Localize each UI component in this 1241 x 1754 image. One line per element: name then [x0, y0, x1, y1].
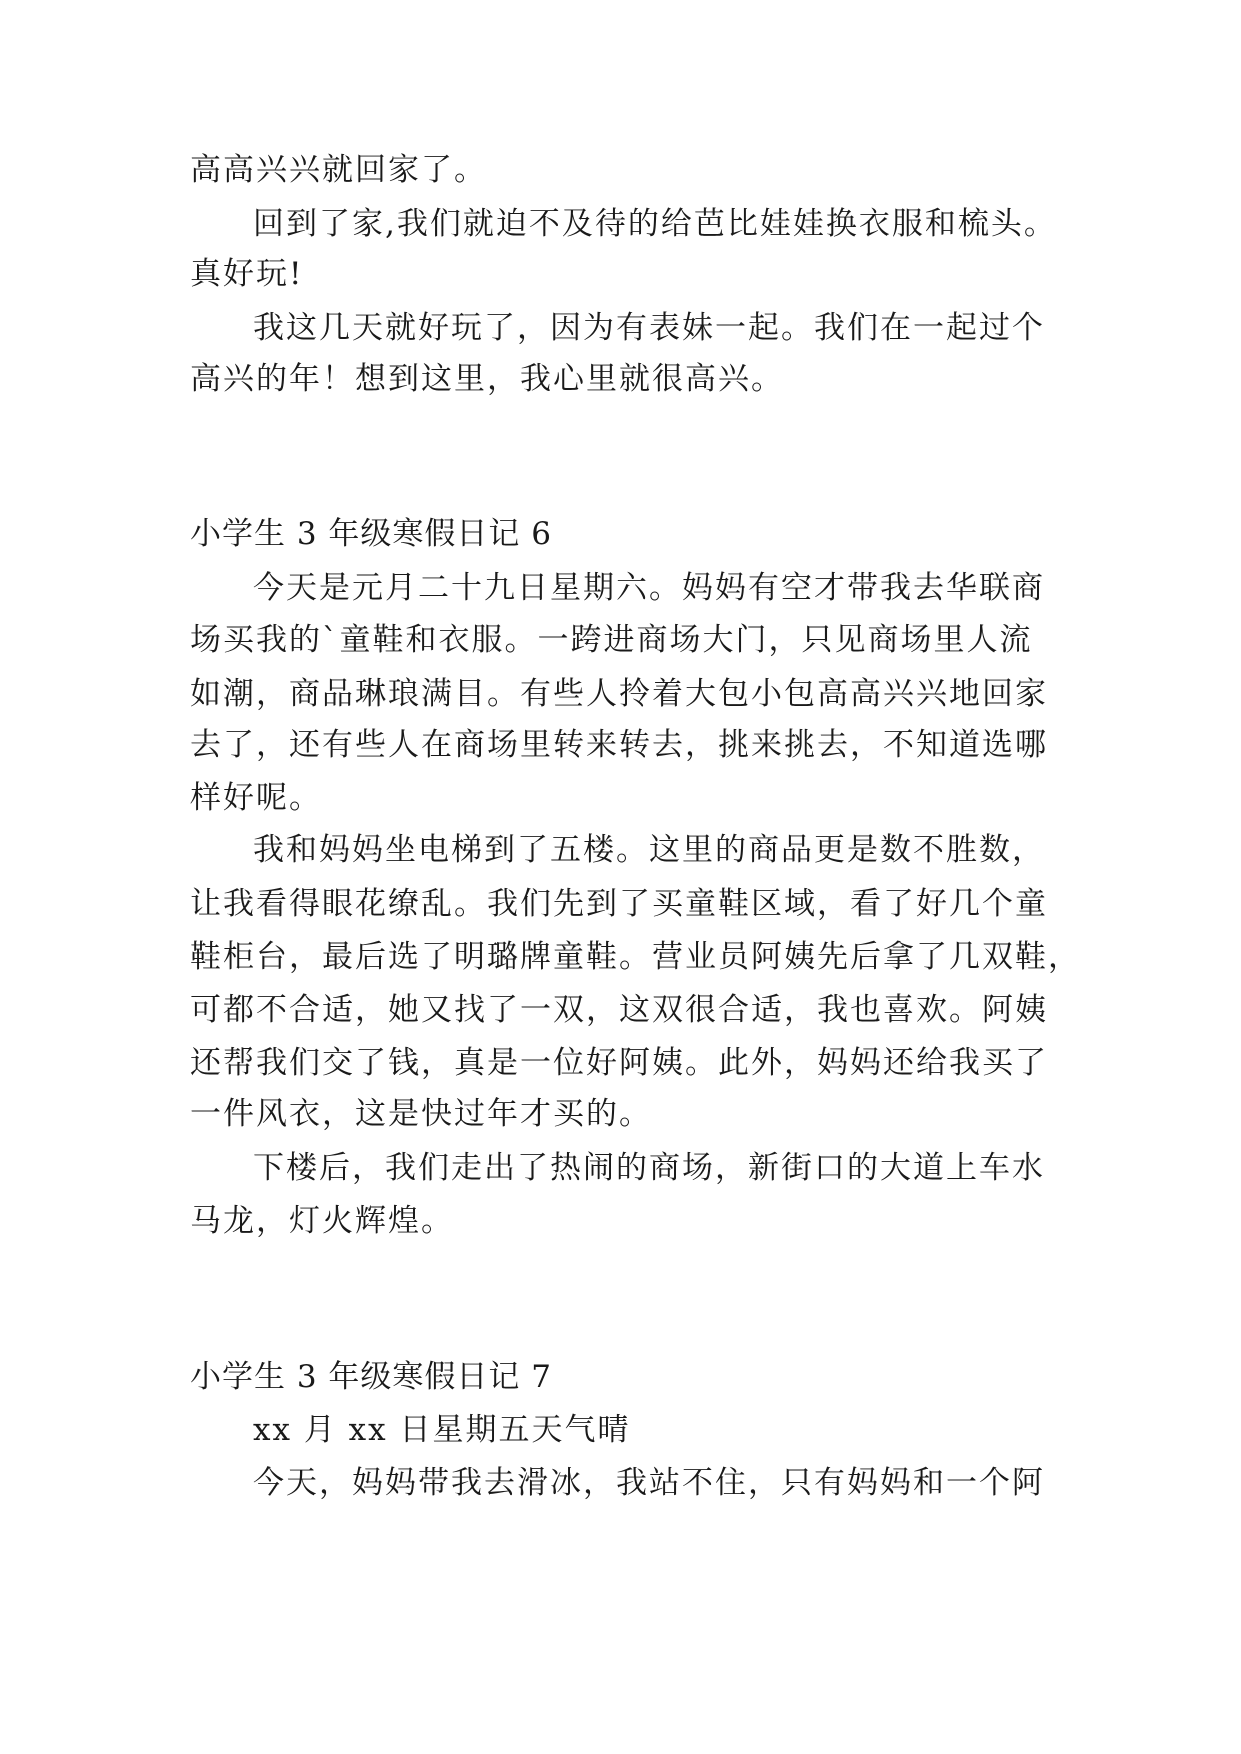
section-heading: 小学生 3 年级寒假日记 6: [190, 516, 553, 552]
text-line: 去了，还有些人在商场里转来转去，挑来挑去，不知道选哪: [190, 727, 1048, 763]
text-line: 高兴的年！想到这里，我心里就很高兴。: [190, 361, 784, 397]
paragraph-start-line: 回到了家,我们就迫不及待的给芭比娃娃换衣服和梳头。: [253, 206, 1057, 242]
section-heading: 小学生 3 年级寒假日记 7: [190, 1359, 553, 1395]
text-line: 让我看得眼花缭乱。我们先到了买童鞋区域，看了好几个童: [190, 886, 1048, 922]
paragraph-start-line: 我和妈妈坐电梯到了五楼。这里的商品更是数不胜数，: [253, 832, 1045, 868]
text-line: 样好呢。: [190, 780, 322, 816]
paragraph-start-line: 今天，妈妈带我去滑冰，我站不住，只有妈妈和一个阿: [253, 1465, 1045, 1501]
paragraph-start-line: 今天是元月二十九日星期六。妈妈有空才带我去华联商: [253, 570, 1045, 606]
text-line: 场买我的`童鞋和衣服。一跨进商场大门，只见商场里人流: [190, 622, 1033, 658]
text-line: 可都不合适，她又找了一双，这双很合适，我也喜欢。阿姨: [190, 992, 1048, 1028]
text-line: 马龙，灯火辉煌。: [190, 1203, 454, 1239]
text-line: 还帮我们交了钱，真是一位好阿姨。此外，妈妈还给我买了: [190, 1045, 1048, 1081]
text-line: 鞋柜台，最后选了明璐牌童鞋。营业员阿姨先后拿了几双鞋，: [190, 939, 1081, 975]
paragraph-start-line: 下楼后，我们走出了热闹的商场，新街口的大道上车水: [253, 1150, 1045, 1186]
date-weather-line: xx 月 xx 日星期五天气晴: [253, 1412, 631, 1448]
text-line: 如潮，商品琳琅满目。有些人拎着大包小包高高兴兴地回家: [190, 676, 1048, 712]
text-line: 真好玩!: [190, 256, 304, 292]
paragraph-start-line: 我这几天就好玩了，因为有表妹一起。我们在一起过个: [253, 310, 1045, 346]
text-line: 高高兴兴就回家了。: [190, 152, 487, 188]
text-line: 一件风衣，这是快过年才买的。: [190, 1096, 652, 1132]
